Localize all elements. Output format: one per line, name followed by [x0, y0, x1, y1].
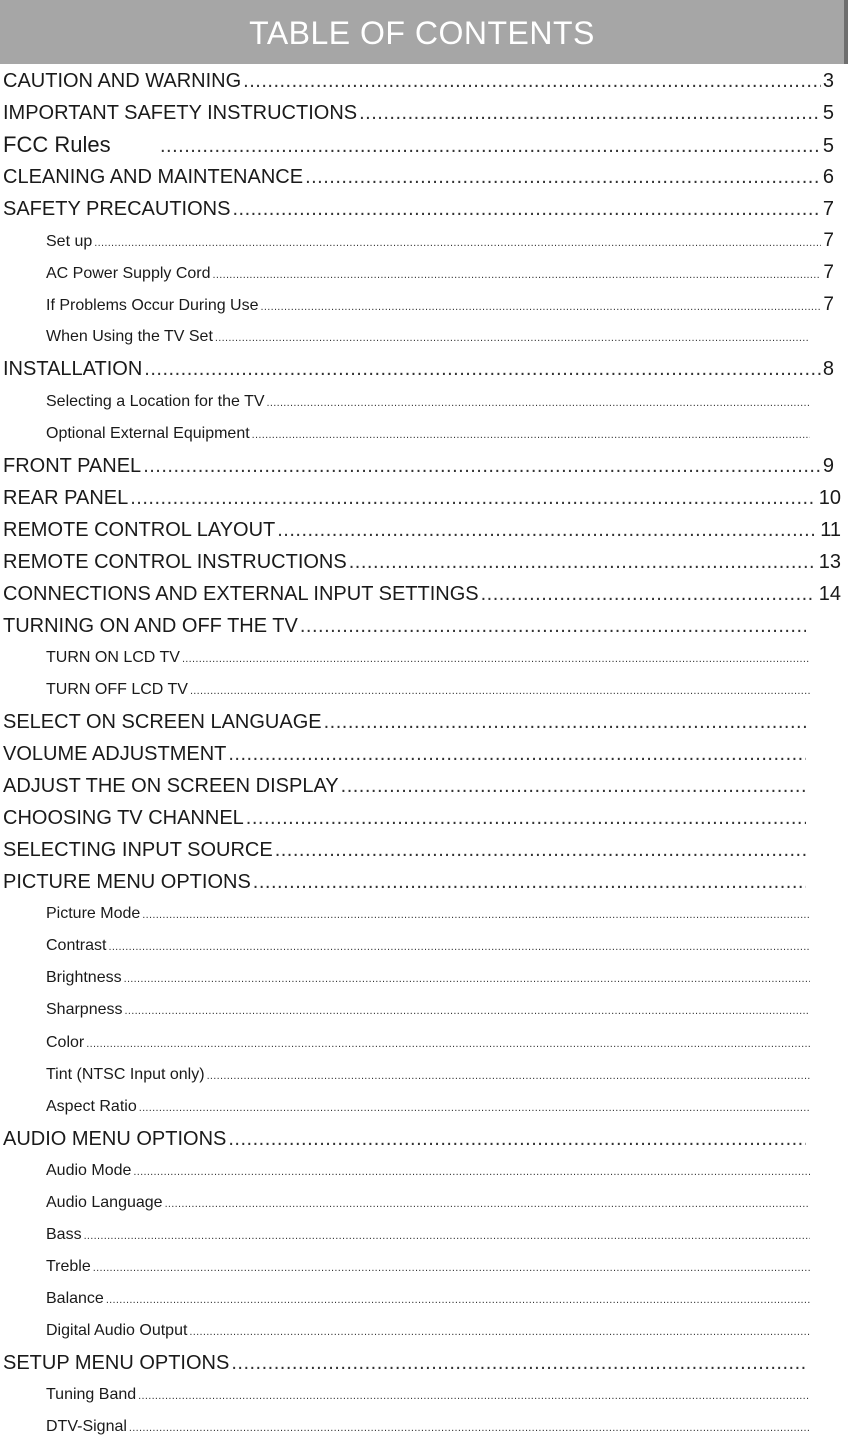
toc-subsection-entry — [46, 419, 812, 449]
toc-entry-label: SAFETY PRECAUTIONS — [3, 198, 231, 221]
dot-leader — [106, 1285, 810, 1315]
toc-subsection-entry — [46, 1252, 812, 1282]
toc-subsection-entry — [46, 258, 834, 288]
toc-entry-label: Picture Mode — [46, 905, 141, 923]
dot-leader — [130, 483, 813, 513]
toc-section-entry — [3, 547, 841, 577]
toc-subsection-entry — [46, 1284, 812, 1314]
page-title: TABLE OF CONTENTS — [249, 14, 595, 51]
toc-subsection-entry — [46, 963, 812, 993]
dot-leader — [215, 323, 810, 353]
toc-entry-label: FRONT PANEL — [3, 454, 142, 477]
dot-leader — [246, 803, 806, 833]
dot-leader — [341, 771, 806, 801]
toc-page-number: 6 — [822, 166, 834, 189]
toc-page-number: 3 — [822, 70, 834, 92]
toc-entry-label: REAR PANEL — [3, 486, 129, 509]
toc-subsection-entry — [46, 643, 812, 673]
toc-entry-label: REMOTE CONTROL INSTRUCTIONS — [3, 550, 347, 573]
toc-entry-label: VOLUME ADJUSTMENT — [3, 743, 227, 766]
toc-subsection-entry — [46, 1156, 812, 1186]
toc-section-entry — [3, 611, 808, 641]
dot-leader — [160, 131, 821, 161]
toc-section-entry — [3, 771, 808, 801]
dot-leader — [231, 1348, 806, 1378]
toc-entry-label: REMOTE CONTROL LAYOUT — [3, 518, 276, 541]
dot-leader — [324, 707, 806, 737]
toc-entry-label: Contrast — [46, 937, 107, 955]
toc-subsection-entry — [46, 322, 812, 352]
dot-leader — [252, 420, 810, 450]
toc-entry-label: Optional External Equipment — [46, 424, 250, 442]
toc-entry-label: FCC Rules — [3, 132, 111, 158]
toc-subsection-entry — [46, 1380, 812, 1410]
toc-header-bar — [0, 0, 848, 64]
toc-page-number: 8 — [822, 358, 834, 381]
toc-subsection-entry — [46, 290, 834, 320]
dot-leader — [94, 228, 821, 258]
toc-entry-label: ADJUST THE ON SCREEN DISPLAY — [3, 775, 339, 798]
dot-leader — [142, 900, 810, 930]
toc-entry-label: CLEANING AND MAINTENANCE — [3, 166, 304, 189]
toc-entry-label: Aspect Ratio — [46, 1097, 137, 1115]
toc-entry-label: CONNECTIONS AND EXTERNAL INPUT SETTINGS — [3, 582, 479, 605]
dot-leader — [261, 292, 822, 322]
dot-leader — [207, 1061, 810, 1091]
dot-leader — [275, 835, 806, 865]
toc-subsection-entry — [46, 1412, 812, 1442]
toc-entry-label: Selecting a Location for the TV — [46, 392, 265, 410]
dot-leader — [349, 547, 813, 577]
dot-leader — [93, 1253, 810, 1283]
toc-entry-label: Audio Language — [46, 1193, 163, 1211]
toc-entry-label: DTV-Signal — [46, 1418, 127, 1436]
toc-page-number: 7 — [823, 230, 834, 252]
toc-entry-label: TURN OFF LCD TV — [46, 680, 188, 698]
toc-entry-label: SETUP MENU OPTIONS — [3, 1352, 230, 1374]
dot-leader — [189, 1317, 810, 1347]
toc-section-entry — [3, 162, 834, 192]
toc-section-entry — [3, 194, 834, 224]
toc-page-number: 14 — [818, 582, 841, 605]
toc-page-number: 11 — [820, 518, 841, 541]
toc-entry-label: Tuning Band — [46, 1386, 137, 1404]
toc-subsection-entry — [46, 226, 834, 256]
dot-leader — [86, 1029, 810, 1059]
toc-subsection-entry — [46, 1220, 812, 1250]
toc-entry-label: INSTALLATION — [3, 358, 143, 381]
toc-section-entry — [3, 130, 834, 160]
toc-entry-label: Digital Audio Output — [46, 1321, 188, 1339]
toc-entry-label: Bass — [46, 1225, 82, 1243]
toc-entry-label: TURN ON LCD TV — [46, 648, 180, 666]
toc-subsection-entry — [46, 931, 812, 961]
toc-page-number: 13 — [818, 550, 841, 573]
dot-leader — [300, 611, 806, 641]
toc-entry-label: CHOOSING TV CHANNEL — [3, 807, 244, 830]
toc-subsection-entry — [46, 1092, 812, 1122]
toc-entry-label: CAUTION AND WARNING — [3, 70, 242, 92]
dot-leader — [305, 162, 821, 192]
toc-page-number: 7 — [822, 198, 834, 221]
toc-subsection-entry — [46, 675, 812, 705]
toc-entry-label: Balance — [46, 1289, 104, 1307]
toc-entry-label: Sharpness — [46, 1001, 123, 1019]
dot-leader — [213, 260, 822, 290]
toc-section-entry — [3, 515, 841, 545]
toc-section-entry — [3, 1124, 808, 1154]
toc-section-entry — [3, 483, 841, 513]
toc-section-entry — [3, 579, 841, 609]
toc-entry-label: Brightness — [46, 969, 122, 987]
toc-entry-label: TURNING ON AND OFF THE TV — [3, 614, 298, 637]
toc-entry-label: Audio Mode — [46, 1161, 132, 1179]
toc-page-number: 5 — [822, 102, 834, 125]
toc-page-number: 5 — [822, 135, 834, 158]
toc-subsection-entry — [46, 387, 812, 417]
toc-section-entry — [3, 1348, 808, 1378]
toc-entry-label: PICTURE MENU OPTIONS — [3, 871, 251, 894]
toc-section-entry — [3, 803, 808, 833]
dot-leader — [232, 194, 820, 224]
dot-leader — [267, 388, 810, 418]
toc-page-number: 10 — [818, 486, 841, 509]
toc-entry-label: Set up — [46, 233, 93, 251]
dot-leader — [133, 1157, 810, 1187]
toc-section-entry — [3, 66, 834, 96]
toc-subsection-entry — [46, 995, 812, 1025]
toc-entry-label: AC Power Supply Cord — [46, 265, 211, 283]
dot-leader — [144, 354, 821, 384]
dot-leader — [253, 867, 806, 897]
toc-section-entry — [3, 739, 808, 769]
toc-entry-label: Tint (NTSC Input only) — [46, 1065, 205, 1083]
dot-leader — [243, 66, 821, 96]
toc-section-entry — [3, 451, 834, 481]
toc-subsection-entry — [46, 899, 812, 929]
dot-leader — [182, 644, 810, 674]
toc-entry-label: SELECTING INPUT SOURCE — [3, 839, 273, 862]
toc-entry-label: Treble — [46, 1257, 91, 1275]
toc-section-entry — [3, 98, 834, 128]
toc-subsection-entry — [46, 1316, 812, 1346]
dot-leader — [165, 1189, 810, 1219]
dot-leader — [124, 964, 810, 994]
dot-leader — [129, 1413, 810, 1443]
dot-leader — [359, 98, 821, 128]
toc-subsection-entry — [46, 1188, 812, 1218]
toc-entry-label: AUDIO MENU OPTIONS — [3, 1127, 227, 1150]
dot-leader — [108, 932, 810, 962]
toc-section-entry — [3, 835, 808, 865]
dot-leader — [143, 451, 821, 481]
toc-entry-label: When Using the TV Set — [46, 328, 213, 346]
toc-subsection-entry — [46, 1060, 812, 1090]
dot-leader — [125, 996, 811, 1026]
toc-section-entry — [3, 707, 808, 737]
toc-page-number: 7 — [823, 262, 834, 284]
toc-page-number: 7 — [823, 294, 834, 316]
toc-entry-label: IMPORTANT SAFETY INSTRUCTIONS — [3, 102, 358, 125]
toc-entry-label: If Problems Occur During Use — [46, 297, 259, 315]
dot-leader — [139, 1093, 810, 1123]
dot-leader — [228, 1124, 806, 1154]
toc-subsection-entry — [46, 1028, 812, 1058]
toc-page-number: 9 — [822, 454, 834, 477]
dot-leader — [228, 739, 806, 769]
toc-entry-label: SELECT ON SCREEN LANGUAGE — [3, 711, 322, 733]
toc-section-entry — [3, 354, 834, 384]
toc-entry-label: Color — [46, 1033, 85, 1051]
dot-leader — [138, 1381, 810, 1411]
dot-leader — [84, 1221, 810, 1251]
dot-leader — [277, 515, 814, 545]
dot-leader — [190, 676, 810, 706]
dot-leader — [481, 579, 813, 609]
toc-section-entry — [3, 867, 808, 897]
